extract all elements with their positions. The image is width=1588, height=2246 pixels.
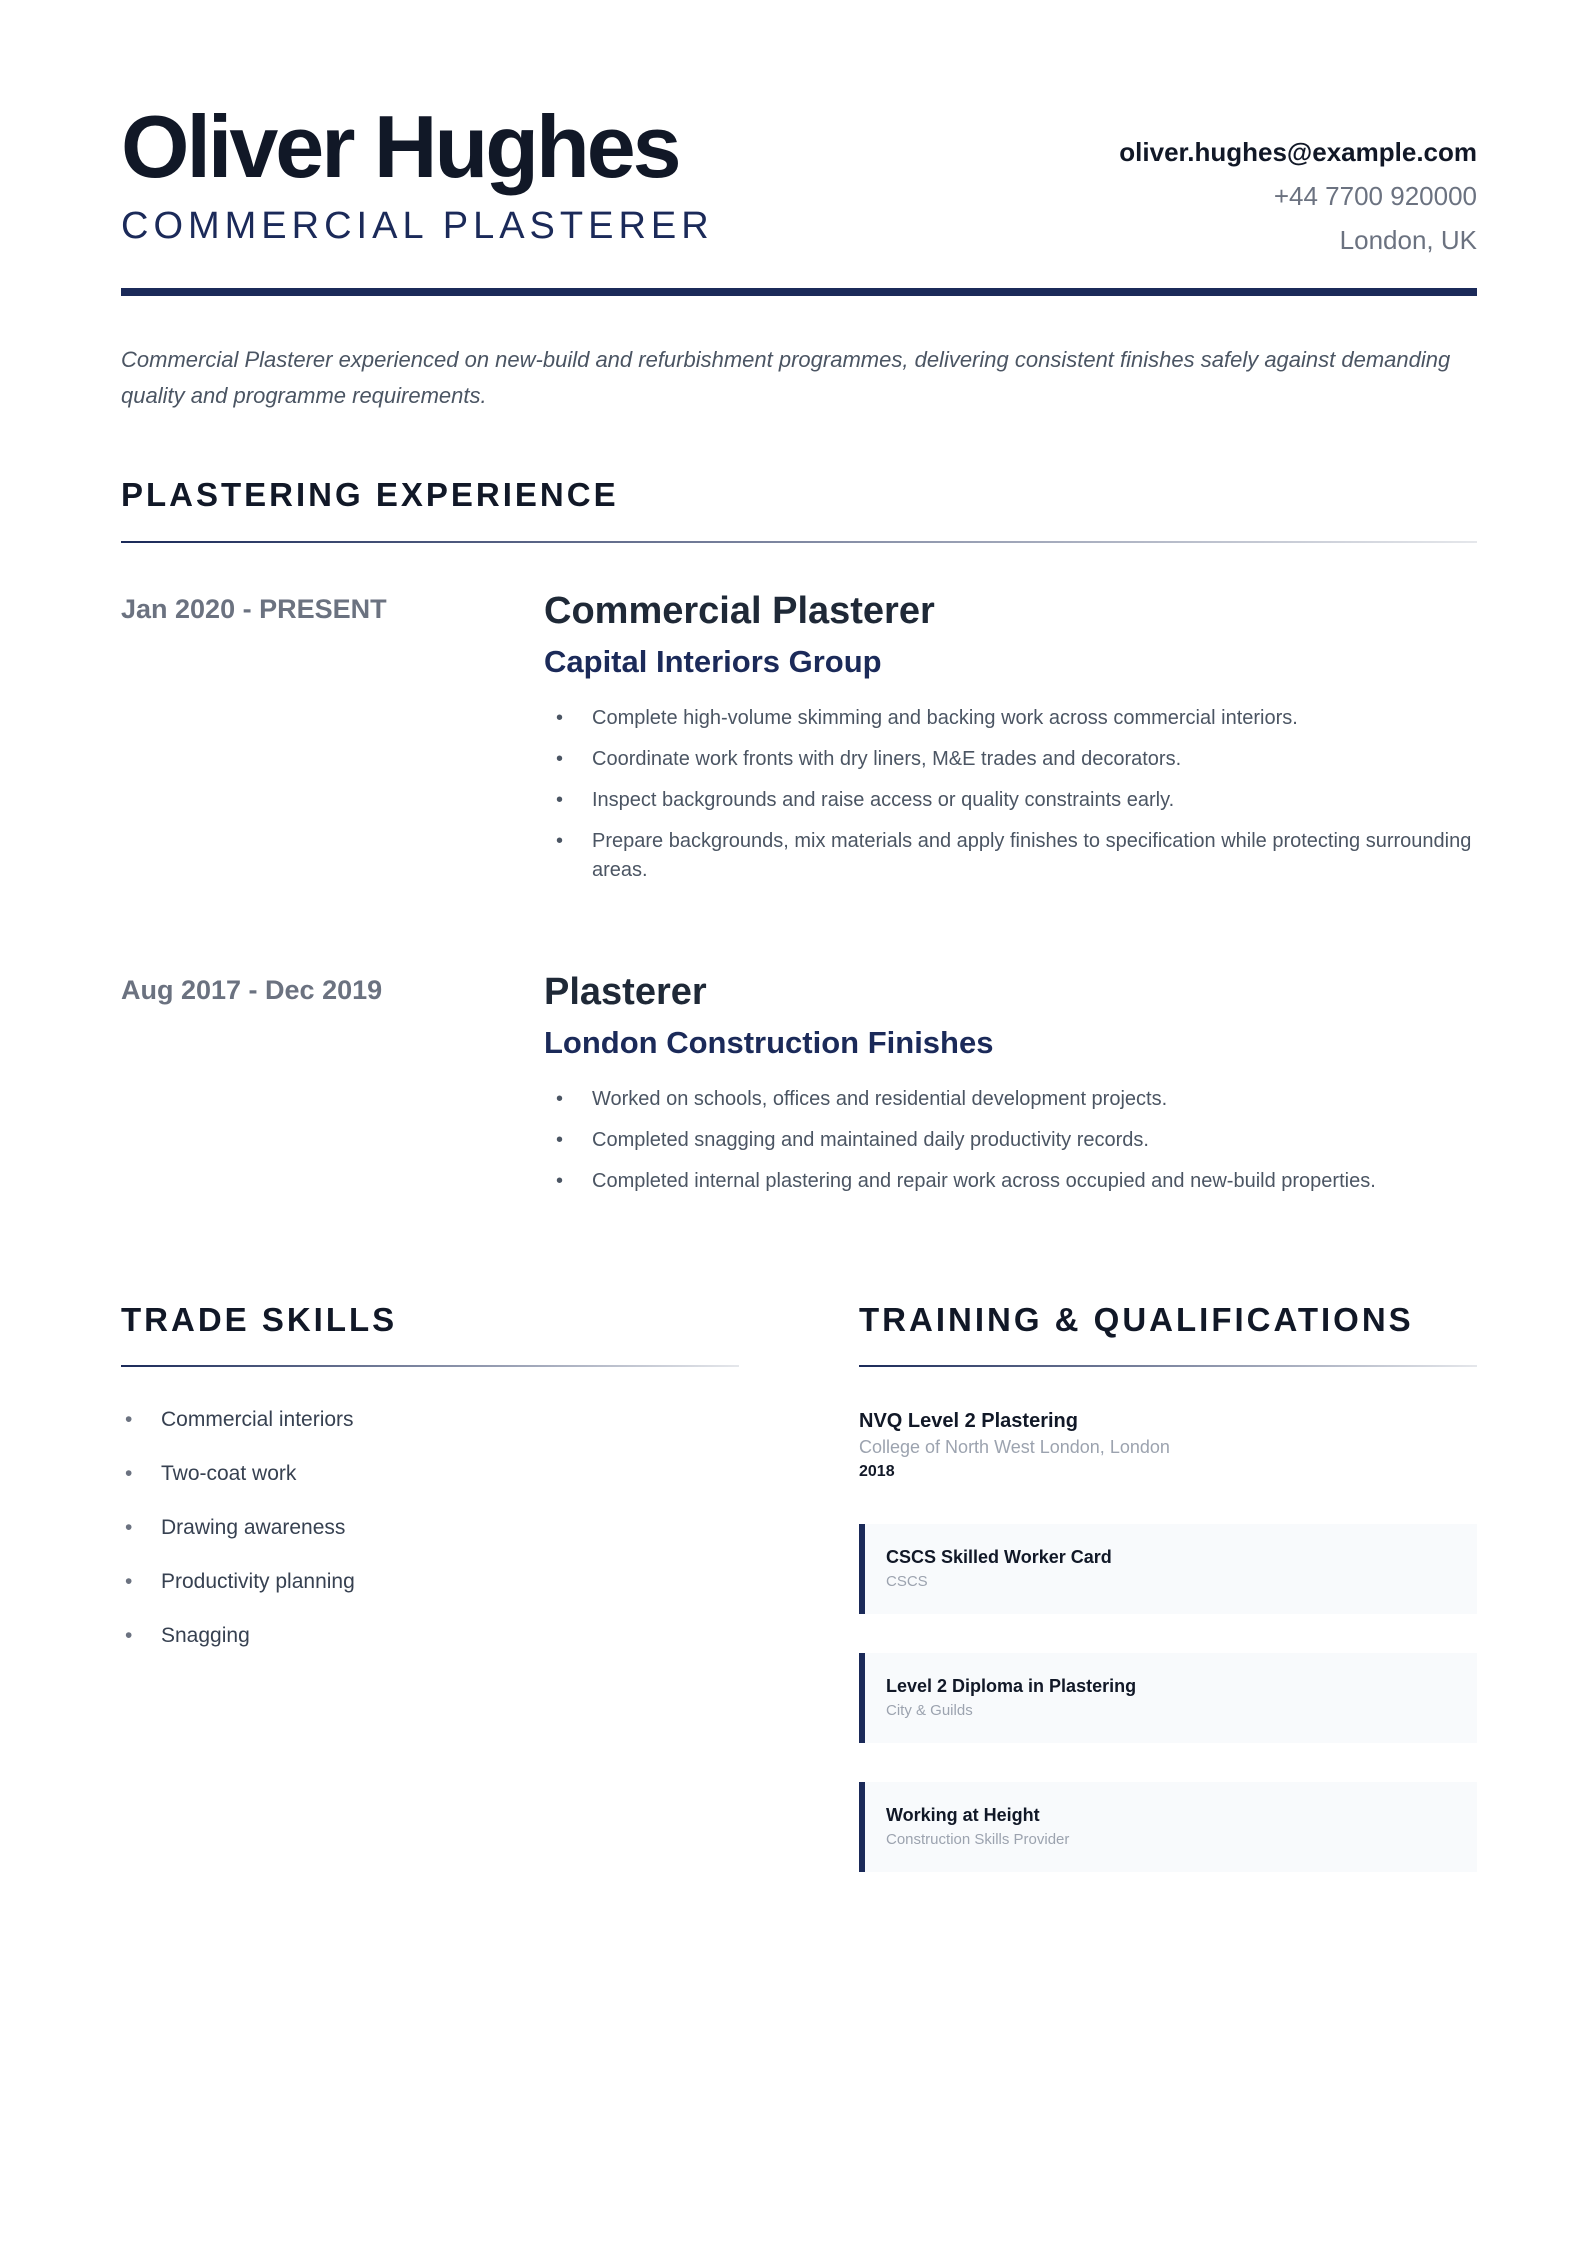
qualification-institution: College of North West London, London — [859, 1437, 1170, 1457]
contact-email[interactable]: oliver.hughes@example.com — [1119, 137, 1477, 167]
skills-list — [121, 1403, 355, 1673]
job-role: Commercial Plasterer — [544, 590, 935, 632]
job-company: London Construction Finishes — [544, 1025, 994, 1060]
job-bullets — [544, 1085, 1477, 1196]
candidate-name: Oliver Hughes — [121, 97, 679, 196]
qualification-name: CSCS Skilled Worker Card — [886, 1547, 1112, 1567]
qualification-card — [859, 1524, 1477, 1614]
qualification-year: 2018 — [859, 1463, 895, 1480]
skills-heading: TRADE SKILLS — [121, 1301, 398, 1338]
qualification-card — [859, 1653, 1477, 1743]
contact-location: London, UK — [1339, 225, 1477, 255]
list-item: • Commercial interiors — [121, 1403, 355, 1457]
candidate-title: COMMERCIAL PLASTERER — [121, 205, 714, 247]
resume-page — [121, 0, 1477, 2246]
qualification-institution: Construction Skills Provider — [886, 1831, 1070, 1848]
list-item: • Completed snagging and maintained daily productivity records. — [544, 1126, 1477, 1155]
header-divider — [121, 288, 1477, 296]
skills-divider — [121, 1365, 739, 1367]
qualifications-heading: TRAINING & QUALIFICATIONS — [859, 1301, 1414, 1338]
profile-summary: Commercial Plasterer experienced on new-build and refurbishment programmes, delivering consistent finishes safely against demanding quality and programme requirements. — [121, 347, 1451, 408]
qualification-name: NVQ Level 2 Plastering — [859, 1410, 1078, 1432]
qualification-institution: City & Guilds — [886, 1702, 973, 1719]
experience-divider — [121, 541, 1477, 543]
contact-block — [1119, 130, 1477, 262]
list-item: • Drawing awareness — [121, 1511, 355, 1565]
job-dates: Aug 2017 - Dec 2019 — [121, 975, 383, 1005]
job-role: Plasterer — [544, 971, 707, 1013]
job-dates: Jan 2020 - PRESENT — [121, 594, 387, 624]
job-company: Capital Interiors Group — [544, 644, 882, 679]
job-details — [544, 586, 1477, 897]
qualifications-divider — [859, 1365, 1477, 1367]
list-item: • Snagging — [121, 1619, 355, 1673]
qualification-entry — [859, 1408, 1477, 1484]
job-bullets — [544, 704, 1477, 885]
qualification-name: Working at Height — [886, 1805, 1040, 1825]
experience-heading: PLASTERING EXPERIENCE — [121, 476, 619, 513]
qualification-card — [859, 1782, 1477, 1872]
list-item: • Worked on schools, offices and residential development projects. — [544, 1085, 1477, 1114]
list-item: • Two-coat work — [121, 1457, 355, 1511]
list-item: • Completed internal plastering and repair work across occupied and new-build properties. — [544, 1167, 1477, 1196]
resume-header — [121, 92, 1477, 292]
list-item: • Productivity planning — [121, 1565, 355, 1619]
contact-phone: +44 7700 920000 — [1273, 181, 1477, 211]
list-item: • Inspect backgrounds and raise access or quality constraints early. — [544, 786, 1477, 815]
list-item: • Complete high-volume skimming and backing work across commercial interiors. — [544, 704, 1477, 733]
job-details — [544, 967, 1477, 1208]
list-item: • Coordinate work fronts with dry liners, M&E trades and decorators. — [544, 745, 1477, 774]
qualification-institution: CSCS — [886, 1573, 928, 1590]
list-item: • Prepare backgrounds, mix materials and apply finishes to specification while protecting surrounding areas. — [544, 827, 1477, 885]
qualification-name: Level 2 Diploma in Plastering — [886, 1676, 1137, 1696]
